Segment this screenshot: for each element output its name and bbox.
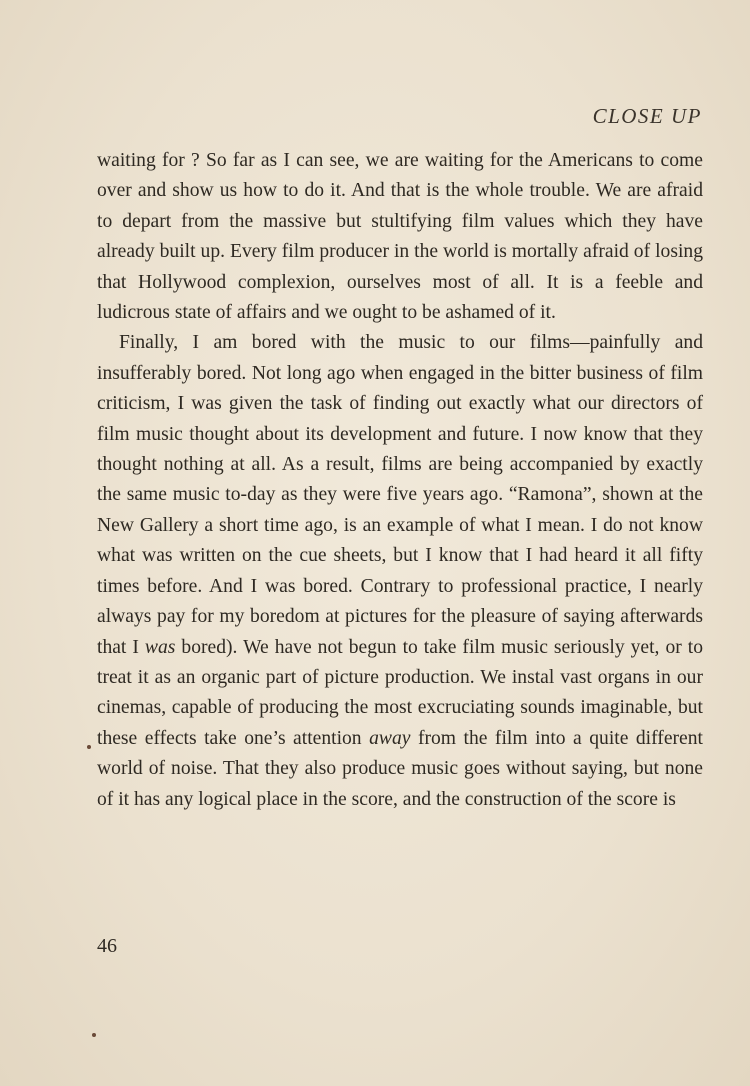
paragraph-2-part-2: bored). We have not begun to take film music seriously yet, or to treat it as an organic part of picture production. We instal vast organs in our cinemas, capable of producing the most excruciating sounds imaginable, but these effects take one’s attention (97, 636, 704, 749)
running-head: CLOSE UP (592, 104, 702, 128)
paragraph-2-emphasis-away: away (369, 727, 411, 749)
paragraph-2-part-3: from the film into a quite different world of noise. That they also produce music goes without saying, but none of it has any logical place in the score, and the construction of the score is (97, 727, 703, 810)
page-number: 46 (97, 935, 117, 957)
paragraph-2-part-1: Finally, I am bored with the music to our films—painfully and insufferably bored. Not long ago when engaged in the bitter business of film criticism, I was given the task of finding out exactly what our directors of film music thought about its development and future. I now know that they thought nothing at all. As a result, films are being accompanied by exactly the same music to-day as they were five years ago. “Ramona”, shown at the New Gallery a short time ago, is an example of what I mean. I do not know what was written on the cue sheets, but I know that I had heard it all fifty times before. And I was bored. Contrary to professional practice, I nearly always pay for my boredom at pictures for the pleasure of saying afterwards that I (97, 332, 703, 658)
body-text (97, 146, 703, 815)
paragraph-2-emphasis-was: was (144, 636, 176, 658)
paragraph-1: waiting for ? So far as I can see, we are waiting for the Americans to come over and show us how to do it. And that is the whole trouble. We are afraid to depart from the massive but stultifying film values which they have already built up. Every film producer in the world is mortally afraid of losing that Hollywood complexion, ourselves most of all. It is a feeble and ludicrous state of affairs and we ought to be ashamed of it. (97, 150, 703, 324)
paragraph-2 (97, 328, 703, 815)
paper-speck (92, 1033, 96, 1037)
paper-speck (87, 745, 91, 749)
